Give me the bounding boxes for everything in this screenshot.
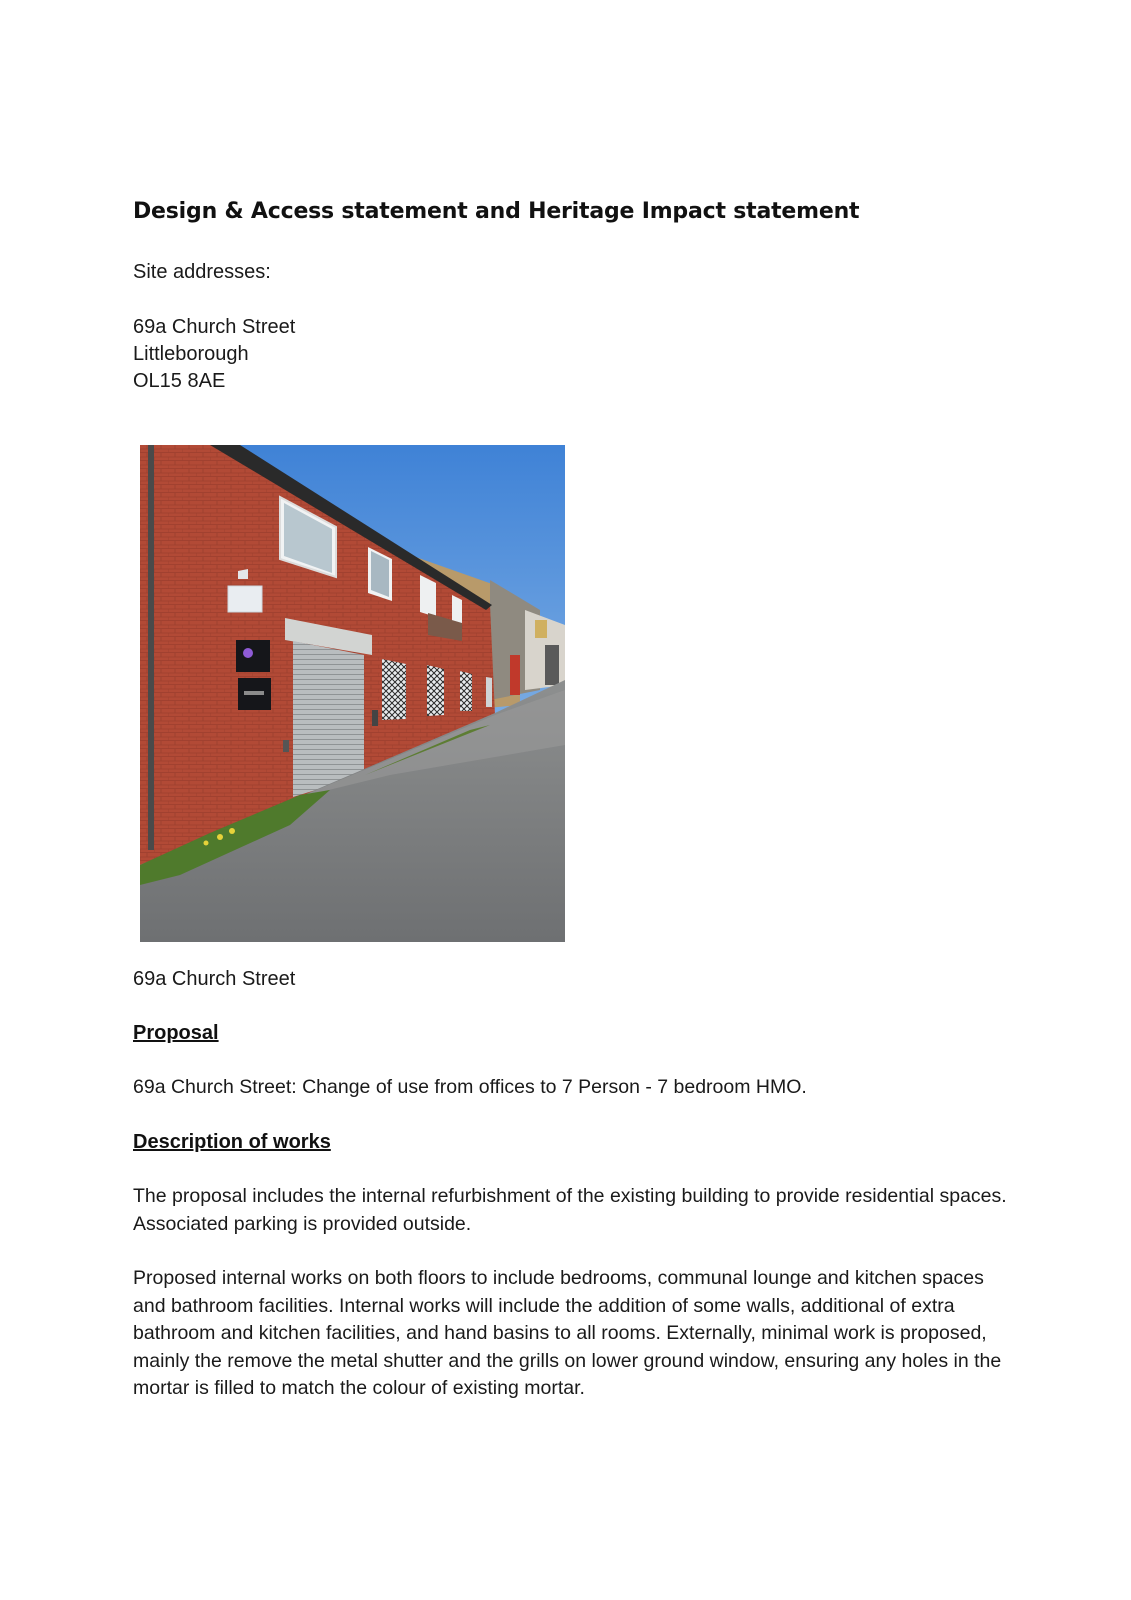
description-paragraph: Proposed internal works on both floors to include bedrooms, communal lounge and kitchen spaces and bathroom facilities. Internal works will include the addition of some walls, additional of extra bathroom and kitchen facilities, and hand basins to all rooms. Externally, minimal work is proposed, mainly the remove the metal shutter and the grills on lower ground window, ensuring any holes in the mortar is filled to match the colour of existing mortar. <box>133 1267 1002 1399</box>
building-photo <box>140 445 565 942</box>
address-line-postcode: OL15 8AE <box>133 370 226 392</box>
site-addresses-label: Site addresses: <box>133 261 271 283</box>
site-address <box>133 314 295 395</box>
description-of-works-heading: Description of works <box>133 1131 331 1153</box>
address-line-town: Littleborough <box>133 343 249 365</box>
document-title: Design & Access statement and Heritage Impact statement <box>133 199 860 224</box>
description-paragraph: The proposal includes the internal refurbishment of the existing building to provide residential spaces. Associated parking is provided outside. <box>133 1185 1007 1235</box>
proposal-text: 69a Church Street: Change of use from offices to 7 Person - 7 bedroom HMO. <box>133 1076 807 1098</box>
proposal-heading: Proposal <box>133 1022 219 1044</box>
photo-caption: 69a Church Street <box>133 968 296 990</box>
address-line-street: 69a Church Street <box>133 316 296 338</box>
